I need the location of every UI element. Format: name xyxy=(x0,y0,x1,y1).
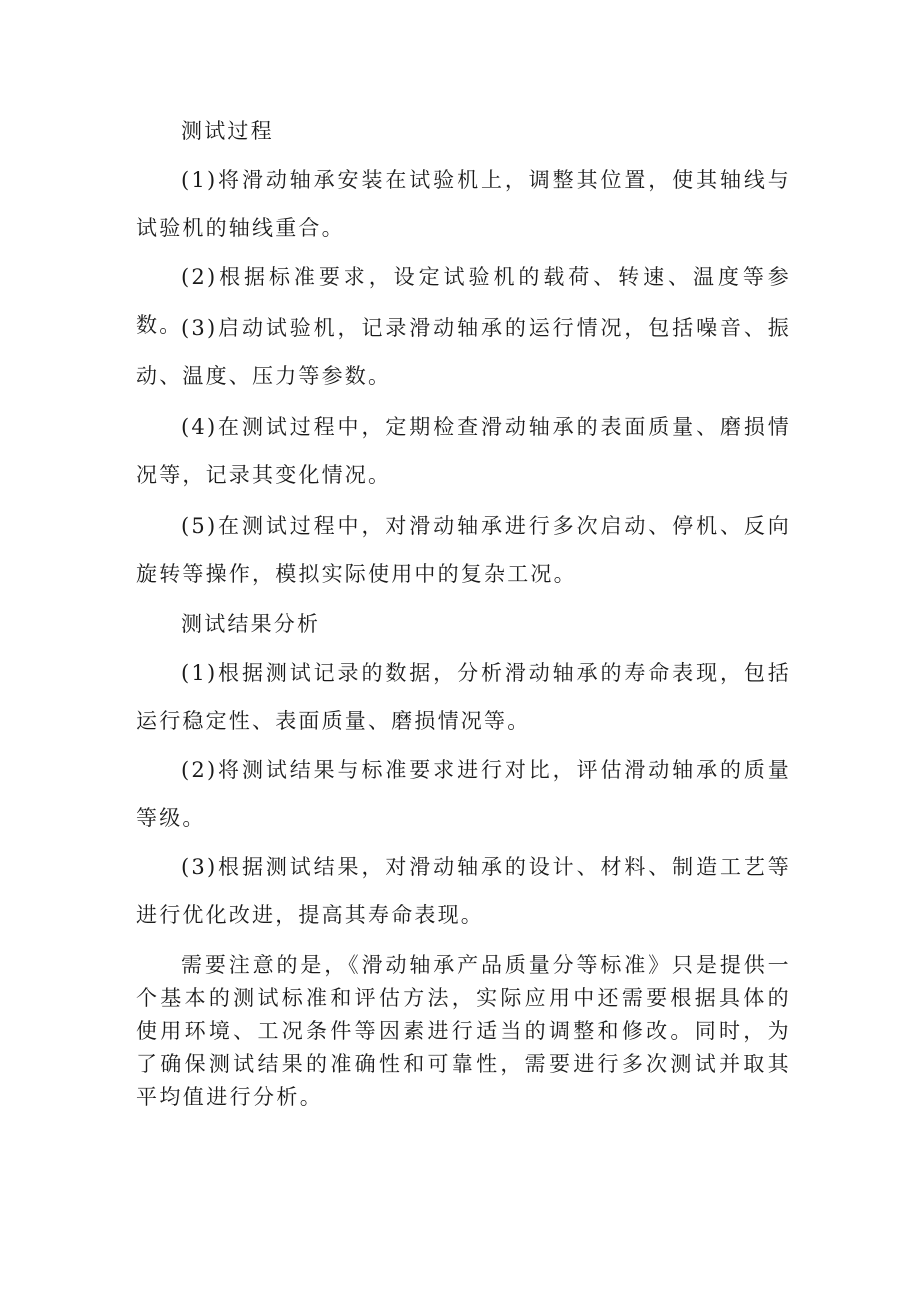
test-step-1: (1)将滑动轴承安装在试验机上，调整其位置，使其轴线与试验机的轴线重合。 xyxy=(136,168,791,240)
test-step-5: (5)在测试过程中，对滑动轴承进行多次启动、停机、反向旋转等操作，模拟实际使用中的复杂工况。 xyxy=(136,514,791,586)
section-title-result-analysis: 测试结果分析 xyxy=(181,612,321,636)
analysis-step-2: (2)将测试结果与标准要求进行对比，评估滑动轴承的质量等级。 xyxy=(136,758,791,830)
note-paragraph: 需要注意的是，《滑动轴承产品质量分等标准》只是提供一个基本的测试标准和评估方法，实际应用中还需要根据具体的使用环境、工况条件等因素进行适当的调整和修改。同时，为了确保测试结果的准确性和可靠性，需要进行多次测试并取其平均值进行分析。 xyxy=(136,953,791,1109)
analysis-step-3: (3)根据测试结果，对滑动轴承的设计、材料、制造工艺等进行优化改进，提高其寿命表现。 xyxy=(136,855,791,927)
test-step-4: (4)在测试过程中，定期检查滑动轴承的表面质量、磨损情况等，记录其变化情况。 xyxy=(136,415,791,487)
section-title-test-process: 测试过程 xyxy=(181,119,274,143)
analysis-step-1: (1)根据测试记录的数据，分析滑动轴承的寿命表现，包括运行稳定性、表面质量、磨损情况等。 xyxy=(136,661,791,733)
test-step-3: (3)启动试验机，记录滑动轴承的运行情况，包括噪音、振动、温度、压力等参数。 xyxy=(136,316,791,388)
test-step-2: (2)根据标准要求，设定试验机的载荷、转速、温度等参数。 xyxy=(136,265,791,337)
